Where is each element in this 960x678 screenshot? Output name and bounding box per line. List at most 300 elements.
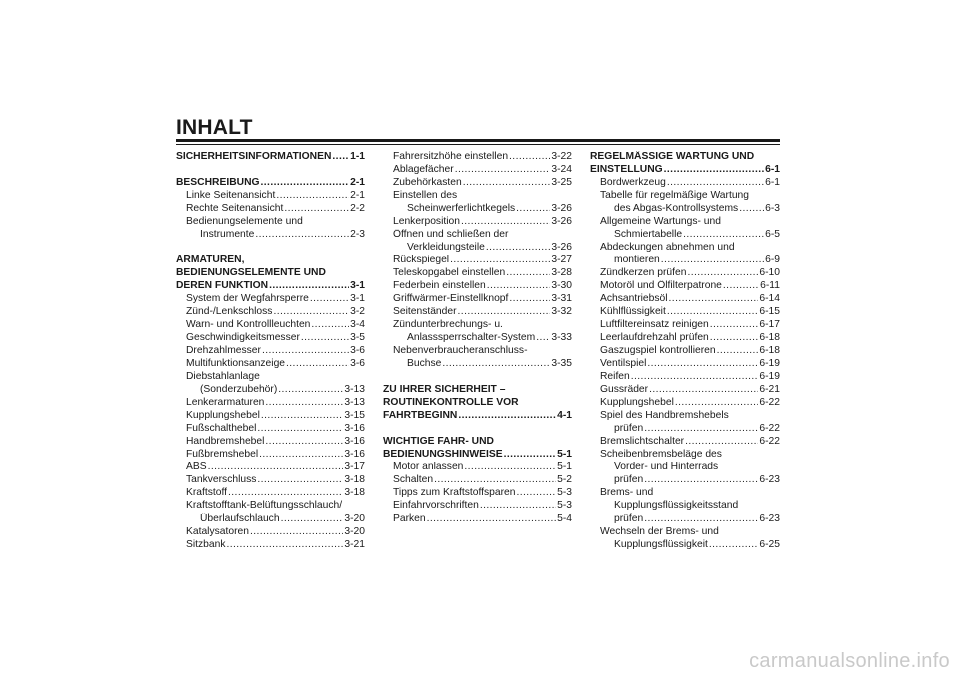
- toc-page-number: 6-22: [759, 396, 780, 408]
- toc-entry[interactable]: [383, 513, 572, 526]
- toc-entry-title: Lenkerarmaturen: [186, 396, 265, 408]
- toc-page-number: 6-18: [759, 345, 780, 357]
- toc-entry[interactable]: [590, 436, 780, 449]
- toc-entry[interactable]: [176, 229, 365, 242]
- toc-entry-title: Zünd-/Lenkschloss: [186, 306, 273, 318]
- toc-entry-line[interactable]: [590, 449, 780, 462]
- toc-entry[interactable]: [590, 371, 780, 384]
- toc-entry-title: Kraftstoff: [186, 487, 228, 499]
- toc-entry[interactable]: [383, 203, 572, 216]
- toc-entry-title: Überlaufschlauch: [200, 513, 280, 525]
- toc-section-heading-line[interactable]: [176, 255, 365, 268]
- toc-dot-leader: [261, 177, 350, 190]
- toc-entry[interactable]: [176, 474, 365, 487]
- toc-entry-title: REGELMÄSSIGE WARTUNG UND: [590, 151, 755, 162]
- toc-dot-leader: [332, 151, 349, 164]
- toc-entry[interactable]: [176, 397, 365, 410]
- toc-page-number: 3-13: [344, 396, 365, 408]
- toc-page-number: 3-28: [551, 267, 572, 279]
- toc-page-number: 3-32: [551, 306, 572, 318]
- toc-dot-leader: [486, 242, 551, 255]
- toc-entry[interactable]: [383, 293, 572, 306]
- toc-entry-title: ARMATUREN,: [176, 254, 245, 266]
- toc-entry-title: Kupplungsflüssigkeit: [614, 539, 708, 551]
- toc-dot-leader: [311, 319, 349, 332]
- toc-dot-leader: [250, 526, 343, 539]
- toc-page-number: 3-20: [344, 526, 365, 538]
- toc-entry[interactable]: [176, 384, 365, 397]
- toc-entry[interactable]: [590, 474, 780, 487]
- toc-dot-leader: [284, 203, 349, 216]
- toc-dot-leader: [228, 487, 343, 500]
- toc-page-number: 4-1: [557, 409, 572, 421]
- toc-entry-title: BEDIENUNGSELEMENTE UND: [176, 267, 326, 279]
- toc-dot-leader: [644, 513, 758, 526]
- toc-page-number: 3-15: [344, 409, 365, 421]
- toc-page-number: 2-2: [350, 202, 365, 214]
- toc-entry[interactable]: [383, 242, 572, 255]
- toc-entry-title: Warn- und Kontrollleuchten: [186, 319, 311, 331]
- toc-entry-line[interactable]: [590, 526, 780, 539]
- toc-entry[interactable]: [383, 216, 572, 229]
- toc-entry[interactable]: [383, 177, 572, 190]
- toc-page-number: 6-19: [759, 358, 780, 369]
- toc-dot-leader: [281, 513, 344, 526]
- toc-entry-title: DEREN FUNKTION: [176, 280, 269, 292]
- toc-page-number: 5-3: [557, 487, 572, 499]
- toc-entry-title: (Sonderzubehör): [200, 383, 278, 395]
- toc-entry-line[interactable]: [176, 371, 365, 384]
- toc-dot-leader: [458, 410, 556, 423]
- toc-page-number: 2-1: [350, 189, 365, 201]
- toc-entry[interactable]: [590, 203, 780, 216]
- toc-dot-leader: [427, 513, 556, 526]
- toc-entry-title: Bordwerkzeug: [600, 176, 666, 188]
- toc-entry[interactable]: [383, 280, 572, 293]
- toc-dot-leader: [461, 216, 550, 229]
- toc-entry[interactable]: [590, 255, 780, 268]
- toc-page-number: 3-16: [344, 448, 365, 460]
- toc-page-number: 3-22: [551, 151, 572, 162]
- toc-section-entry[interactable]: [383, 410, 572, 423]
- toc-dot-leader: [480, 500, 556, 513]
- toc-dot-leader: [687, 267, 758, 280]
- toc-entry-line[interactable]: [590, 216, 780, 229]
- toc-column-2: [383, 151, 572, 526]
- toc-entry[interactable]: [590, 319, 780, 332]
- toc-dot-leader: [516, 203, 550, 216]
- toc-section-entry[interactable]: [176, 280, 365, 293]
- toc-entry-title: Zündkerzen prüfen: [600, 267, 687, 279]
- toc-dot-leader: [259, 449, 343, 462]
- toc-entry-title: Reifen: [600, 370, 630, 382]
- toc-page-number: 5-3: [557, 500, 572, 512]
- toc-dot-leader: [442, 358, 550, 371]
- toc-entry-title: Zubehörkasten: [393, 176, 462, 188]
- toc-entry[interactable]: [383, 255, 572, 268]
- toc-entry[interactable]: [590, 358, 780, 371]
- toc-entry[interactable]: [590, 177, 780, 190]
- toc-page-number: 6-3: [765, 202, 780, 214]
- title-rule-thin: [176, 144, 780, 145]
- toc-entry-title: Bedienungselemente und: [186, 215, 303, 227]
- toc-entry[interactable]: [176, 449, 365, 462]
- toc-dot-leader: [661, 255, 764, 268]
- toc-page-number: 2-3: [350, 228, 365, 240]
- toc-dot-leader: [669, 293, 759, 306]
- toc-page-number: 3-26: [551, 202, 572, 214]
- toc-page-number: 6-18: [759, 332, 780, 344]
- toc-entry-title: Scheibenbremsbeläge des: [600, 448, 722, 460]
- toc-entry-title: System der Wegfahrsperre: [186, 293, 309, 305]
- toc-entry-line[interactable]: [383, 229, 572, 242]
- toc-entry-title: Ventilspiel: [600, 358, 647, 369]
- toc-page-number: 6-15: [759, 306, 780, 318]
- toc-entry-title: Lenkerposition: [393, 215, 460, 227]
- toc-entry[interactable]: [176, 462, 365, 475]
- toc-dot-leader: [683, 229, 764, 242]
- toc-entry[interactable]: [176, 436, 365, 449]
- toc-entry-title: Bremslichtschalter: [600, 435, 685, 447]
- toc-spacer: [383, 371, 572, 384]
- toc-entry[interactable]: [383, 306, 572, 319]
- toc-page-number: 3-16: [344, 435, 365, 447]
- toc-page-number: 3-24: [551, 163, 572, 175]
- toc-page-number: 3-33: [551, 332, 572, 344]
- toc-page-number: 3-31: [551, 293, 572, 305]
- toc-entry-title: Leerlaufdrehzahl prüfen: [600, 332, 709, 344]
- toc-entry-title: Nebenverbraucheranschluss-: [393, 345, 528, 357]
- toc-entry-title: Gaszugspiel kontrollieren: [600, 345, 716, 357]
- toc-entry[interactable]: [383, 358, 572, 371]
- toc-entry[interactable]: [176, 539, 365, 552]
- toc-entry[interactable]: [590, 539, 780, 552]
- toc-page-number: 5-4: [557, 513, 572, 525]
- toc-page-number: 3-20: [344, 513, 365, 525]
- toc-entry-title: Anlasssperrschalter-System: [407, 332, 536, 344]
- toc-entry[interactable]: [176, 190, 365, 203]
- toc-entry-line[interactable]: [590, 462, 780, 475]
- toc-page-number: 6-23: [759, 474, 780, 486]
- toc-entry-title: des Abgas-Kontrollsystems: [614, 202, 739, 214]
- toc-entry-title: Linke Seitenansicht: [186, 189, 276, 201]
- title-rule-thick: [176, 139, 780, 142]
- toc-entry-title: ABS: [186, 461, 207, 473]
- toc-entry[interactable]: [590, 267, 780, 280]
- toc-page-number: 3-26: [551, 241, 572, 253]
- toc-spacer: [176, 164, 365, 177]
- toc-entry[interactable]: [383, 487, 572, 500]
- toc-dot-leader: [265, 397, 343, 410]
- toc-page-number: 6-1: [765, 176, 780, 188]
- toc-page-number: 3-16: [344, 422, 365, 434]
- toc-entry[interactable]: [383, 267, 572, 280]
- toc-entry-title: Kupplungshebel: [600, 396, 674, 408]
- title-rule: [176, 139, 780, 145]
- toc-dot-leader: [310, 293, 349, 306]
- toc-dot-leader: [269, 280, 349, 293]
- toc-page-number: 3-5: [350, 332, 365, 344]
- toc-entry[interactable]: [383, 332, 572, 345]
- toc-entry-title: Tabelle für regelmäßige Wartung: [600, 189, 749, 201]
- toc-section-entry[interactable]: [590, 164, 780, 177]
- toc-entry-line[interactable]: [590, 242, 780, 255]
- toc-page-number: 6-10: [759, 267, 780, 279]
- toc-dot-leader: [675, 397, 759, 410]
- toc-dot-leader: [667, 306, 759, 319]
- toc-entry-line[interactable]: [383, 345, 572, 358]
- toc-entry-line[interactable]: [590, 410, 780, 423]
- toc-entry-title: montieren: [614, 254, 660, 266]
- toc-dot-leader: [257, 474, 343, 487]
- toc-entry-title: Öffnen und schließen der: [393, 228, 509, 240]
- toc-entry[interactable]: [176, 306, 365, 319]
- toc-entry-title: ROUTINEKONTROLLE VOR: [383, 396, 519, 408]
- toc-page-number: 3-6: [350, 345, 365, 357]
- toc-entry[interactable]: [176, 358, 365, 371]
- toc-page-number: 2-1: [350, 176, 365, 188]
- toc-entry-line[interactable]: [383, 190, 572, 203]
- toc-dot-leader: [509, 293, 550, 306]
- toc-entry-title: Seitenständer: [393, 306, 457, 318]
- toc-section-heading-line[interactable]: [383, 384, 572, 397]
- toc-dot-leader: [227, 539, 344, 552]
- toc-entry[interactable]: [176, 203, 365, 216]
- toc-dot-leader: [739, 203, 764, 216]
- toc-page-number: 3-35: [551, 358, 572, 369]
- toc-page-number: 6-9: [765, 254, 780, 266]
- toc-page-number: 6-21: [759, 383, 780, 395]
- toc-dot-leader: [286, 358, 349, 371]
- toc-page-number: 5-1: [557, 461, 572, 473]
- toc-dot-leader: [450, 255, 550, 268]
- toc-entry-title: Fußschalthebel: [186, 422, 257, 434]
- toc-entry-title: Verkleidungsteile: [407, 241, 485, 253]
- toc-entry[interactable]: [590, 280, 780, 293]
- toc-section-heading-line[interactable]: [176, 267, 365, 280]
- toc-entry-title: Achsantriebsöl: [600, 293, 668, 305]
- toc-entry-title: Spiel des Handbremshebels: [600, 409, 729, 421]
- toc-page-number: 6-17: [759, 319, 780, 331]
- toc-dot-leader: [455, 164, 551, 177]
- toc-spacer: [383, 423, 572, 436]
- toc-entry[interactable]: [383, 151, 572, 164]
- toc-entry[interactable]: [176, 423, 365, 436]
- toc-entry-title: Federbein einstellen: [393, 280, 486, 292]
- toc-column-1: [176, 151, 365, 552]
- toc-entry-line[interactable]: [383, 319, 572, 332]
- toc-entry-title: prüfen: [614, 474, 644, 486]
- toc-section-heading-line[interactable]: [590, 151, 780, 164]
- toc-entry-title: Gussräder: [600, 383, 649, 395]
- toc-page-number: 3-1: [350, 280, 365, 292]
- toc-entry[interactable]: [590, 293, 780, 306]
- toc-entry-line[interactable]: [590, 487, 780, 500]
- toc-entry-title: Fahrersitzhöhe einstellen: [393, 151, 509, 162]
- toc-entry-title: FAHRTBEGINN: [383, 409, 458, 421]
- toc-dot-leader: [504, 449, 557, 462]
- toc-dot-leader: [265, 436, 343, 449]
- toc-entry-title: Einfahrvorschriften: [393, 500, 479, 512]
- toc-dot-leader: [434, 474, 556, 487]
- toc-page-number: 3-18: [344, 474, 365, 486]
- toc-page-number: 3-4: [350, 319, 365, 331]
- toc-dot-leader: [276, 190, 349, 203]
- toc-entry-title: Motor anlassen: [393, 461, 464, 473]
- toc-page-number: 6-5: [765, 228, 780, 240]
- page-title: INHALT: [176, 116, 253, 139]
- toc-entry-title: Rechte Seitenansicht: [186, 202, 284, 214]
- toc-entry-title: EINSTELLUNG: [590, 163, 663, 175]
- toc-spacer: [176, 242, 365, 255]
- toc-dot-leader: [257, 423, 343, 436]
- toc-dot-leader: [717, 345, 759, 358]
- toc-page-number: 3-17: [344, 461, 365, 473]
- toc-entry[interactable]: [590, 423, 780, 436]
- toc-page-number: 6-22: [759, 435, 780, 447]
- toc-entry[interactable]: [176, 345, 365, 358]
- toc-entry[interactable]: [590, 345, 780, 358]
- toc-page-number: 3-25: [551, 176, 572, 188]
- toc-entry-title: Ablagefächer: [393, 163, 454, 175]
- toc-entry-title: Einstellen des: [393, 189, 458, 201]
- toc-entry-title: SICHERHEITSINFORMATIONEN: [176, 151, 332, 162]
- toc-dot-leader: [536, 332, 550, 345]
- toc-entry[interactable]: [590, 384, 780, 397]
- toc-entry-title: prüfen: [614, 422, 644, 434]
- toc-dot-leader: [463, 177, 551, 190]
- toc-entry[interactable]: [590, 306, 780, 319]
- toc-section-entry[interactable]: [383, 449, 572, 462]
- toc-entry-title: Motoröl und Ölfilterpatrone: [600, 280, 722, 292]
- toc-column-3: [590, 151, 780, 552]
- toc-entry[interactable]: [590, 229, 780, 242]
- toc-entry-line[interactable]: [176, 500, 365, 513]
- toc-entry[interactable]: [176, 487, 365, 500]
- toc-page-number: 6-11: [760, 280, 780, 292]
- toc-page-number: 1-1: [350, 151, 365, 162]
- toc-page-number: 6-14: [759, 293, 780, 305]
- toc-entry-title: Schmiertabelle: [614, 228, 683, 240]
- toc-entry[interactable]: [176, 332, 365, 345]
- toc-page-number: 6-23: [759, 513, 780, 525]
- toc-page-number: 3-26: [551, 215, 572, 227]
- toc-dot-leader: [649, 384, 758, 397]
- toc-page-number: 3-1: [350, 293, 365, 305]
- toc-entry-title: BEDIENUNGSHINWEISE: [383, 448, 503, 460]
- toc-page-number: 3-21: [344, 539, 365, 551]
- toc-entry-title: Zündunterbrechungs- u.: [393, 319, 503, 331]
- toc-entry-title: Tipps zum Kraftstoffsparen: [393, 487, 516, 499]
- toc-entry-line[interactable]: [590, 500, 780, 513]
- toc-page-number: 6-1: [765, 163, 780, 175]
- toc-dot-leader: [255, 229, 349, 242]
- toc-page-number: 3-30: [551, 280, 572, 292]
- toc-page-number: 6-22: [759, 422, 780, 434]
- toc-dot-leader: [262, 345, 349, 358]
- toc-dot-leader: [301, 332, 349, 345]
- toc-entry-line[interactable]: [176, 216, 365, 229]
- toc-entry-title: Tankverschluss: [186, 474, 257, 486]
- watermark: carmanualsonline.info: [749, 650, 950, 672]
- toc-page-number: 5-2: [557, 474, 572, 486]
- toc-page-number: 6-19: [759, 370, 780, 382]
- toc-entry-title: Teleskopgabel einstellen: [393, 267, 506, 279]
- toc-entry-title: Parken: [393, 513, 426, 525]
- toc-entry[interactable]: [176, 526, 365, 539]
- toc-dot-leader: [709, 539, 759, 552]
- toc-entry-title: Fußbremshebel: [186, 448, 259, 460]
- toc-entry-title: Allgemeine Wartungs- und: [600, 215, 721, 227]
- toc-section-entry[interactable]: [176, 177, 365, 190]
- toc-entry[interactable]: [590, 513, 780, 526]
- toc-dot-leader: [261, 410, 344, 423]
- toc-entry[interactable]: [176, 319, 365, 332]
- toc-entry-line[interactable]: [590, 190, 780, 203]
- toc-dot-leader: [667, 177, 764, 190]
- toc-entry-title: Rückspiegel: [393, 254, 450, 266]
- toc-entry-title: Geschwindigkeitsmesser: [186, 332, 300, 344]
- toc-entry[interactable]: [590, 332, 780, 345]
- toc-entry-title: Kühlflüssigkeit: [600, 306, 666, 318]
- toc-entry[interactable]: [383, 474, 572, 487]
- toc-entry-title: Brems- und: [600, 487, 654, 499]
- toc-dot-leader: [664, 164, 764, 177]
- toc-entry[interactable]: [176, 293, 365, 306]
- toc-page-number: 5-1: [557, 448, 572, 460]
- toc-dot-leader: [723, 280, 759, 293]
- toc-entry-title: Abdeckungen abnehmen und: [600, 241, 735, 253]
- toc-entry-title: Scheinwerferlichtkegels: [407, 202, 516, 214]
- toc-entry-title: BESCHREIBUNG: [176, 176, 260, 188]
- toc-entry-title: Multifunktionsanzeige: [186, 358, 286, 369]
- toc-entry-title: Drehzahlmesser: [186, 345, 261, 357]
- toc-entry-title: Buchse: [407, 358, 442, 369]
- toc-section-heading-line[interactable]: [383, 397, 572, 410]
- toc-section-heading-line[interactable]: [383, 436, 572, 449]
- toc-page-number: 6-25: [759, 539, 780, 551]
- toc-entry[interactable]: [383, 500, 572, 513]
- toc-entry-title: prüfen: [614, 513, 644, 525]
- toc-dot-leader: [464, 462, 556, 475]
- toc-page-number: 3-6: [350, 358, 365, 369]
- toc-page-number: 3-2: [350, 306, 365, 318]
- toc-entry[interactable]: [383, 164, 572, 177]
- toc-entry[interactable]: [383, 462, 572, 475]
- toc-entry-title: Handbremshebel: [186, 435, 265, 447]
- toc-dot-leader: [273, 306, 349, 319]
- toc-dot-leader: [710, 319, 759, 332]
- toc-entry-title: Luftfiltereinsatz reinigen: [600, 319, 709, 331]
- toc-entry-title: Wechseln der Brems- und: [600, 526, 719, 538]
- toc-entry[interactable]: [590, 397, 780, 410]
- toc-entry[interactable]: [176, 410, 365, 423]
- toc-dot-leader: [278, 384, 343, 397]
- toc-entry-title: ZU IHRER SICHERHEIT –: [383, 383, 506, 395]
- toc-dot-leader: [509, 151, 550, 164]
- toc-entry-title: Kupplungsflüssigkeitsstand: [614, 500, 739, 512]
- toc-entry[interactable]: [176, 513, 365, 526]
- toc-page-number: 3-27: [551, 254, 572, 266]
- toc-entry-title: Vorder- und Hinterrads: [614, 461, 719, 473]
- toc-entry-title: Schalten: [393, 474, 434, 486]
- toc-page-number: 3-13: [344, 383, 365, 395]
- toc-dot-leader: [644, 474, 758, 487]
- toc-dot-leader: [458, 306, 551, 319]
- toc-dot-leader: [631, 371, 759, 384]
- toc-section-entry[interactable]: [176, 151, 365, 164]
- toc-entry-title: Kraftstofftank-Belüftungsschlauch/: [186, 500, 343, 512]
